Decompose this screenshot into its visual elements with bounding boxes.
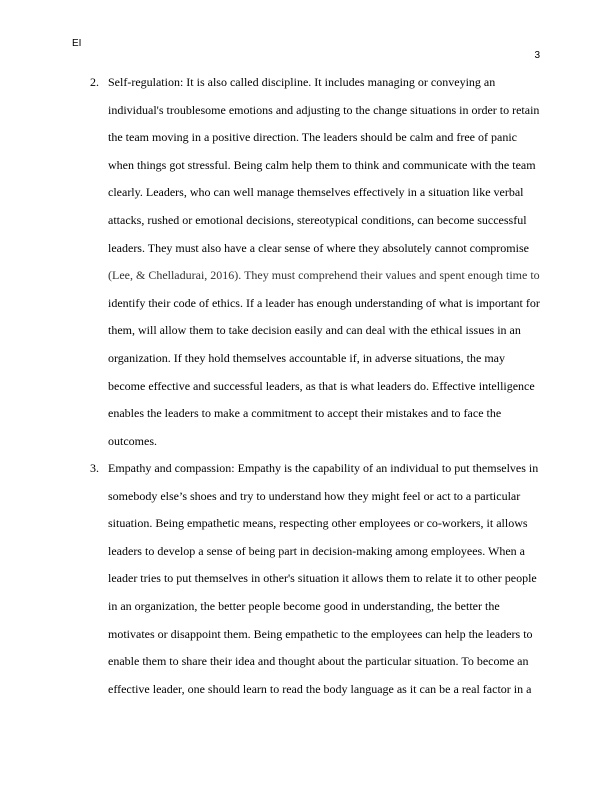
text-line: clearly. Leaders, who can well manage themselves effectively in a situation like verbal <box>108 185 524 200</box>
text-line: leader tries to put themselves in other's situation it allows them to relate it to other people <box>108 571 537 586</box>
list-item-number: 2. <box>90 75 99 89</box>
text-line: the team moving in a positive direction. The leaders should be calm and free of panic <box>108 130 517 145</box>
list-item-number: 3. <box>90 461 99 475</box>
text-line: when things got stressful. Being calm help them to think and communicate with the team <box>108 157 536 172</box>
text-line: leaders. They must also have a clear sense of where they absolutely cannot compromise <box>108 240 529 255</box>
text-line: situation. Being empathetic means, respecting other employees or co-workers, it allows <box>108 516 528 531</box>
text-line: Empathy and compassion: Empathy is the capability of an individual to put themselves in <box>108 461 539 475</box>
text-line: motivates or disappoint them. Being empathetic to the employees can help the leaders to <box>108 626 533 641</box>
list-item-text <box>108 455 548 703</box>
text-line: Self-regulation: It is also called discipline. It includes managing or conveying an <box>108 75 496 89</box>
text-line: identify their code of ethics. If a leader has enough understanding of what is important for <box>108 295 540 310</box>
text-line: them, will allow them to take decision easily and can deal with the ethical issues in an <box>108 323 521 338</box>
running-head: EI <box>72 38 82 49</box>
text-line: somebody else’s shoes and try to understand how they might feel or act to a particular <box>108 488 521 503</box>
text-line: organization. If they hold themselves accountable if, in adverse situations, the may <box>108 350 505 365</box>
text-line: individual's troublesome emotions and adjusting to the change situations in order to retain <box>108 102 540 117</box>
list-item-text <box>108 69 548 455</box>
text-line: attacks, rushed or emotional decisions, stereotypical conditions, can become successful <box>108 212 527 227</box>
text-line: in an organization, the better people become good in understanding, the better the <box>108 598 500 613</box>
text-line: leaders to develop a sense of being part in decision-making among employees. When a <box>108 543 525 558</box>
text-line: become effective and successful leaders, as that is what leaders do. Effective intelligence <box>108 378 535 393</box>
text-line: effective leader, one should learn to read the body language as it can be a real factor in a <box>108 681 532 696</box>
page-number: 3 <box>534 50 540 61</box>
text-line: (Lee, & Chelladurai, 2016). They must comprehend their values and spent enough time to <box>108 268 540 283</box>
text-line: enables the leaders to make a commitment to accept their mistakes and to face the <box>108 406 502 421</box>
text-line: enable them to share their idea and thought about the particular situation. To become an <box>108 654 529 669</box>
text-line: outcomes. <box>108 433 157 448</box>
